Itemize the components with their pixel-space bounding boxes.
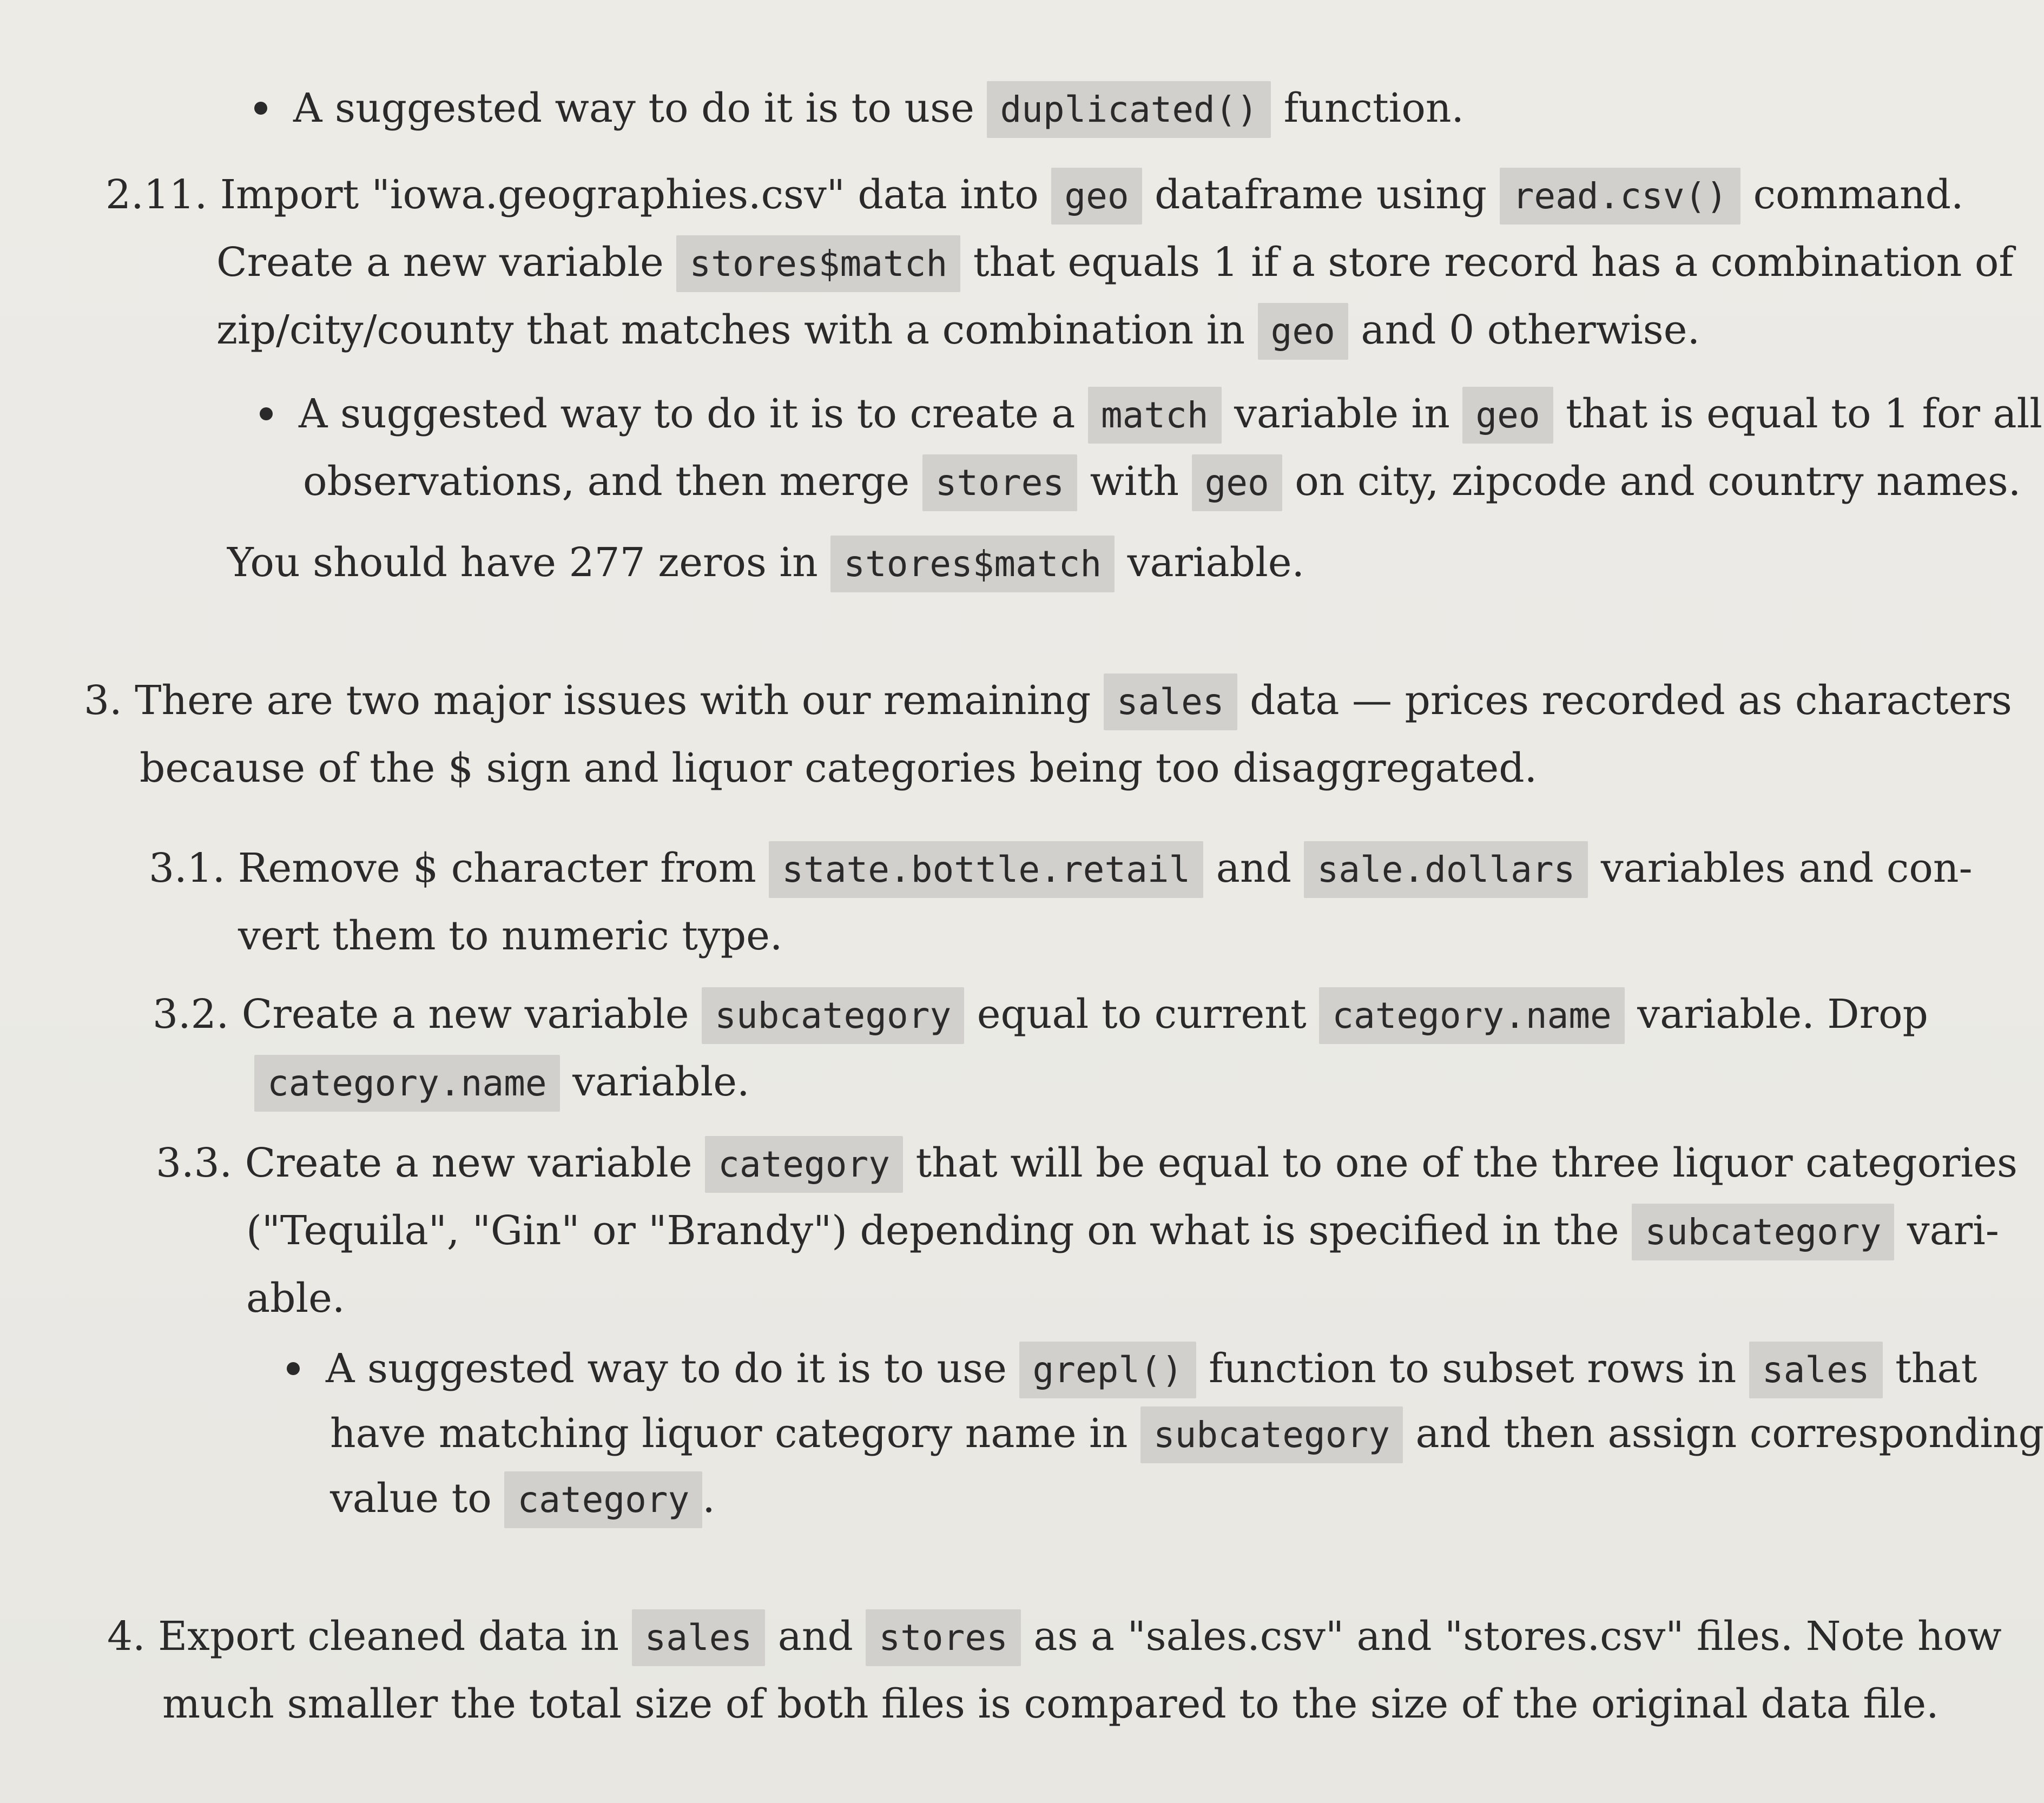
text: .: [702, 1475, 715, 1522]
code-sales: sales: [1749, 1342, 1883, 1398]
code-match: match: [1088, 387, 1222, 444]
item-3-3-line2: [246, 1204, 1999, 1259]
item-3-3-line3: [246, 1271, 345, 1325]
text: have matching liquor category name in: [330, 1410, 1140, 1457]
text: command.: [1740, 171, 1964, 218]
code-subcategory: subcategory: [1140, 1406, 1403, 1463]
item-number: 3.: [84, 677, 135, 724]
item-3-1-line2: [238, 909, 782, 963]
item-4-line2: [162, 1677, 1939, 1731]
code-duplicated: duplicated(): [987, 81, 1271, 138]
text: dataframe using: [1142, 171, 1500, 218]
text: function to subset rows in: [1196, 1345, 1749, 1392]
code-subcategory: subcategory: [702, 987, 964, 1044]
text: A suggested way to do it is to create a: [299, 391, 1088, 437]
bullet-item-grepl-line2: [330, 1406, 2044, 1462]
text: much smaller the total size of both files is compared to the size of the original data file.: [162, 1681, 1939, 1727]
item-number: 4.: [107, 1613, 159, 1660]
bullet-icon: [287, 1362, 300, 1375]
text: Create a new variable: [216, 239, 677, 286]
note-277-zeros: [227, 536, 1304, 591]
text: that will be equal to one of the three liquor categories: [902, 1140, 2017, 1186]
code-sale-dollars: sale.dollars: [1304, 841, 1588, 898]
text: and then assign corresponding: [1402, 1410, 2044, 1457]
code-geo: geo: [1258, 303, 1348, 360]
text: as a "sales.csv" and "stores.csv" files. Note how: [1020, 1613, 2002, 1660]
bullet-item-match-line2: [303, 454, 2021, 510]
text: Import "iowa.geographies.csv" data into: [220, 171, 1052, 218]
code-category-name: category.name: [1319, 987, 1625, 1044]
bullet-icon: [254, 102, 267, 115]
text: because of the $ sign and liquor categories being too disaggregated.: [140, 745, 1538, 791]
text: Create a new variable: [241, 991, 702, 1038]
item-2-11: [106, 168, 1964, 223]
text: variables and con-: [1588, 845, 1973, 891]
item-3-2-line2: [254, 1055, 750, 1111]
text: on city, zipcode and country names.: [1282, 458, 2021, 505]
item-number: 2.11.: [106, 171, 220, 218]
text: vari-: [1894, 1207, 1999, 1254]
text: variable.: [1115, 539, 1305, 586]
text: vert them to numeric type.: [238, 913, 783, 959]
item-3-3: [156, 1136, 2017, 1192]
text: variable. Drop: [1624, 991, 1928, 1038]
code-stores-match: stores$match: [676, 235, 960, 292]
item-3-2: [153, 987, 1928, 1043]
text: equal to current: [964, 991, 1320, 1038]
item-3-1: [149, 841, 1973, 897]
text: You should have 277 zeros in: [227, 539, 831, 586]
text: with: [1077, 458, 1192, 505]
code-grepl: grepl(): [1019, 1342, 1196, 1398]
code-stores: stores: [922, 454, 1077, 511]
code-subcategory: subcategory: [1632, 1204, 1894, 1260]
text: variable.: [559, 1059, 750, 1105]
text: that is equal to 1 for all: [1553, 391, 2042, 437]
item-2-11-line2: [216, 235, 2014, 291]
text: Remove $ character from: [238, 845, 769, 891]
code-category: category: [705, 1136, 903, 1193]
text: Create a new variable: [245, 1140, 705, 1186]
text: value to: [330, 1475, 505, 1522]
text: variable in: [1221, 391, 1463, 437]
text: Export cleaned data in: [158, 1613, 632, 1660]
text: zip/city/county that matches with a combination in: [216, 307, 1258, 353]
bullet-item-grepl-line3: [330, 1471, 715, 1527]
text: that: [1882, 1345, 1977, 1392]
bullet-item-match: [260, 387, 2042, 443]
text: that equals 1 if a store record has a combination of: [960, 239, 2014, 286]
bullet-icon: [260, 407, 273, 420]
item-number: 3.3.: [156, 1140, 245, 1186]
code-read-csv: read.csv(): [1500, 168, 1740, 224]
code-state-bottle-retail: state.bottle.retail: [769, 841, 1203, 898]
code-stores: stores: [866, 1609, 1020, 1666]
text: and 0 otherwise.: [1348, 307, 1700, 353]
code-category-name: category.name: [254, 1055, 560, 1112]
code-sales: sales: [1104, 673, 1237, 730]
text: A suggested way to do it is to use: [293, 85, 987, 131]
bullet-item-duplicated: [254, 81, 1464, 137]
text: and: [765, 1613, 866, 1660]
code-category: category: [504, 1471, 702, 1528]
text: function.: [1271, 85, 1465, 131]
text: A suggested way to do it is to use: [326, 1345, 1020, 1392]
text: There are two major issues with our remaining: [135, 677, 1104, 724]
text: observations, and then merge: [303, 458, 922, 505]
item-4: [107, 1609, 2002, 1665]
code-geo: geo: [1462, 387, 1553, 444]
code-geo: geo: [1051, 168, 1142, 224]
text: ("Tequila", "Gin" or "Brandy") depending on what is specified in the: [246, 1207, 1632, 1254]
item-number: 3.1.: [149, 845, 238, 891]
text: and: [1203, 845, 1304, 891]
item-2-11-line3: [216, 303, 1700, 359]
code-geo: geo: [1192, 454, 1282, 511]
item-number: 3.2.: [153, 991, 242, 1038]
item-3-line2: [140, 741, 1537, 795]
code-sales: sales: [632, 1609, 766, 1666]
text: able.: [246, 1275, 345, 1322]
bullet-item-grepl: [287, 1342, 1977, 1397]
text: data — prices recorded as characters: [1237, 677, 2012, 724]
code-stores-match: stores$match: [830, 536, 1115, 592]
item-3: [84, 673, 2012, 729]
